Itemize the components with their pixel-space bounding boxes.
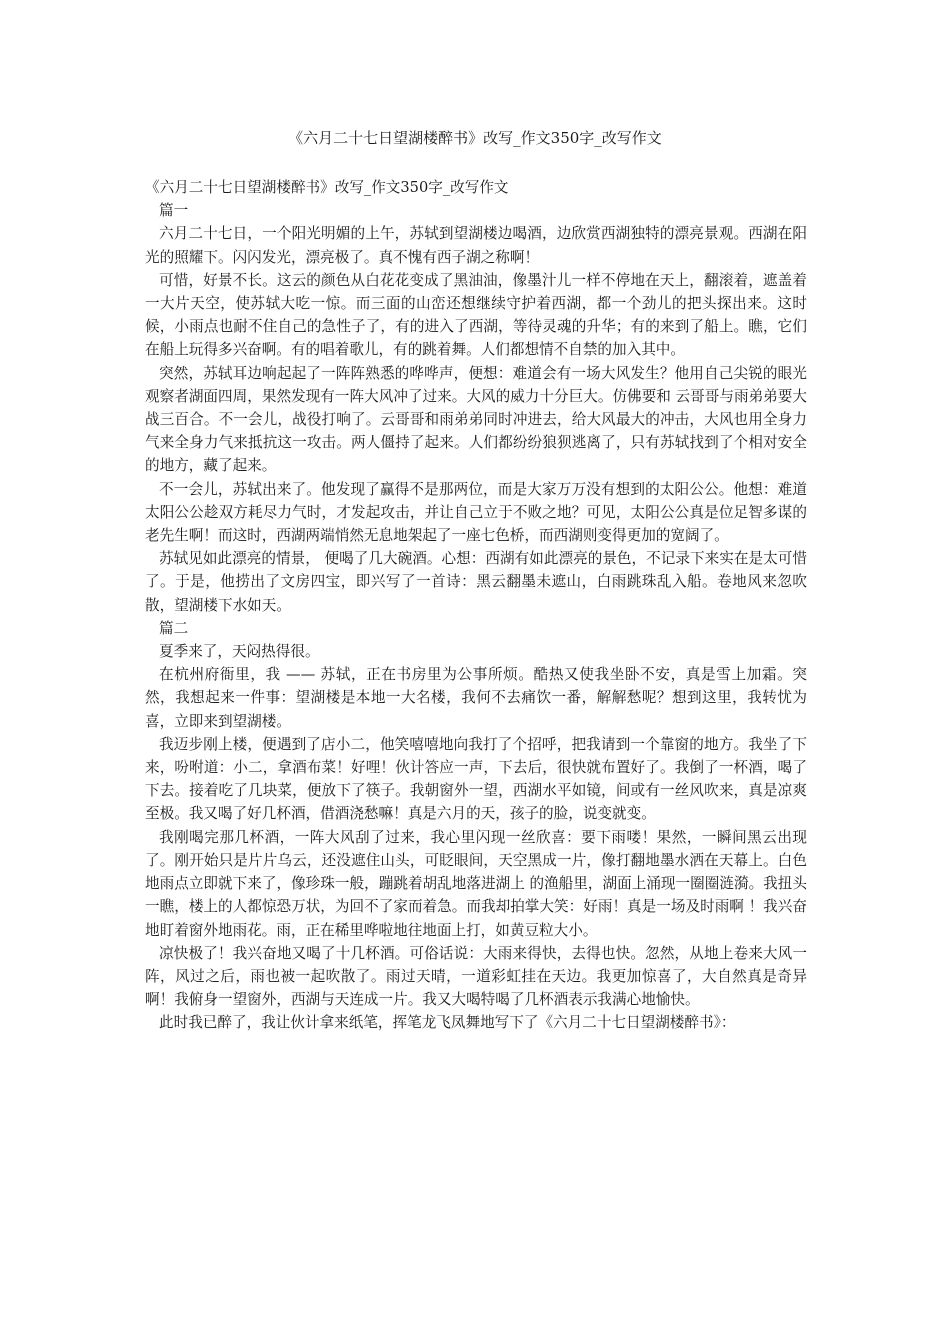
paragraph: 此时我已醉了，我让伙计拿来纸笔，挥笔龙飞凤舞地写下了《六月二十七日望湖楼醉书》：: [159, 1014, 736, 1032]
paragraph: 凉快极了！我兴奋地又喝了十几杯酒。可俗话说：大雨来得快，去得也快。忽然，从地上卷来大风一阵，风过之后，雨也被一起吹散了。雨过天晴，一道彩虹挂在天边。我更加惊喜了，大自然真是奇异啊！我俯身一望窗外，西湖与天连成一片。我又大喝特喝了几杯酒表示我满心地愉快。: [145, 944, 807, 1009]
paragraph: 我迈步刚上楼，便遇到了店小二，他笑嘻嘻地向我打了个招呼，把我请到一个靠窗的地方。我坐了下来，吩咐道：小二，拿酒布菜！好哩！伙计答应一声，下去后，很快就布置好了。我倒了一杯酒，喝了下去。接着吃了几块菜，便放下了筷子。我朝窗外一望，西湖水平如镜，间或有一丝风吹来，真是凉爽至极。我又喝了好几杯酒，借酒浇愁嘛！真是六月的天，孩子的脸，说变就变。: [145, 735, 807, 823]
section-label-1: 篇一: [159, 202, 189, 220]
paragraph: 六月二十七日，一个阳光明媚的上午，苏轼到望湖楼边喝酒，边欣赏西湖独特的漂亮景观。西湖在阳光的照耀下。闪闪发光，漂亮极了。真不愧有西子湖之称啊！: [145, 225, 807, 266]
paragraph: 不一会儿，苏轼出来了。他发现了赢得不是那两位，而是大家万万没有想到的太阳公公。他想：难道太阳公公趁双方耗尽力气时，才发起攻击，并让自己立于不败之地？可见，太阳公公真是位足智多谋的老先生啊！而这时，西湖两端悄然无息地架起了一座七色桥，而西湖则变得更加的宽阔了。: [145, 480, 807, 545]
section-label-2: 篇二: [159, 619, 189, 637]
paragraph: 在杭州府衙里，我 —— 苏轼，正在书房里为公事所烦。酷热又使我坐卧不安，真是雪上加霜。突然，我想起来一件事：望湖楼是本地一大名楼，我何不去痛饮一番，解解愁呢？想到这里，我转忧为喜，立即来到望湖楼。: [145, 666, 807, 730]
paragraph: 我刚喝完那几杯酒，一阵大风刮了过来，我心里闪现一丝欣喜：要下雨喽！果然，一瞬间黑云出现了。刚开始只是片片乌云，还没遮住山头，可眨眼间，天空黑成一片，像打翻地墨水洒在天幕上。白色地雨点立即就下来了，像珍珠一般，蹦跳着胡乱地落进湖上 的渔船里，湖面上涌现一圈圈涟漪。我扭头一瞧，楼上的人都惊恐万状，为回不了家而着急。而我却拍掌大笑：好雨！真是一场及时雨啊 ！我兴奋地盯着窗外地雨花。雨，正在稀里哗啦地往地面上打，如黄豆粒大小。: [145, 828, 807, 939]
document-body: [145, 176, 807, 1035]
document-subtitle: 《六月二十七日望湖楼醉书》改写_作文350字_改写作文: [145, 179, 509, 196]
paragraph: 苏轼见如此漂亮的情景， 便喝了几大碗酒。心想：西湖有如此漂亮的景色，不记录下来实在是太可惜了。于是，他捞出了文房四宝，即兴写了一首诗：黑云翻墨未遮山，白雨跳珠乱入船。卷地风来忽吹散，望湖楼下水如天。: [145, 550, 807, 614]
paragraph: 可惜，好景不长。这云的颜色从白花花变成了黑油油，像墨汁儿一样不停地在天上，翻滚着，遮盖着一大片天空，使苏轼大吃一惊。而三面的山峦还想继续守护着西湖，都一个劲儿的把头探出来。这时候，小雨点也耐不住自己的急性子了，有的进入了西湖，等待灵魂的升华；有的来到了船上。瞧，它们在船上玩得多兴奋啊。有的唱着歌儿，有的跳着舞。人们都想情不自禁的加入其中。: [145, 271, 807, 359]
paragraph: 夏季来了，天闷热得很。: [159, 643, 320, 661]
page-title: 《六月二十七日望湖楼醉书》改写_作文350字_改写作文: [288, 129, 662, 147]
paragraph: 突然，苏轼耳边响起起了一阵阵熟悉的哗哗声，便想：难道会有一场大风发生？他用自己尖锐的眼光观察者湖面四周，果然发现有一阵大风冲了过来。大风的威力十分巨大。仿佛要和 云哥哥与雨弟弟要大战三百合。不一会儿，战役打响了。云哥哥和雨弟弟同时冲进去，给大风最大的冲击，大风也用全身力气来全身力气来抵抗这一攻击。两人僵持了起来。人们都纷纷狼狈逃离了，只有苏轼找到了个相对安全的地方，藏了起来。: [145, 364, 807, 475]
